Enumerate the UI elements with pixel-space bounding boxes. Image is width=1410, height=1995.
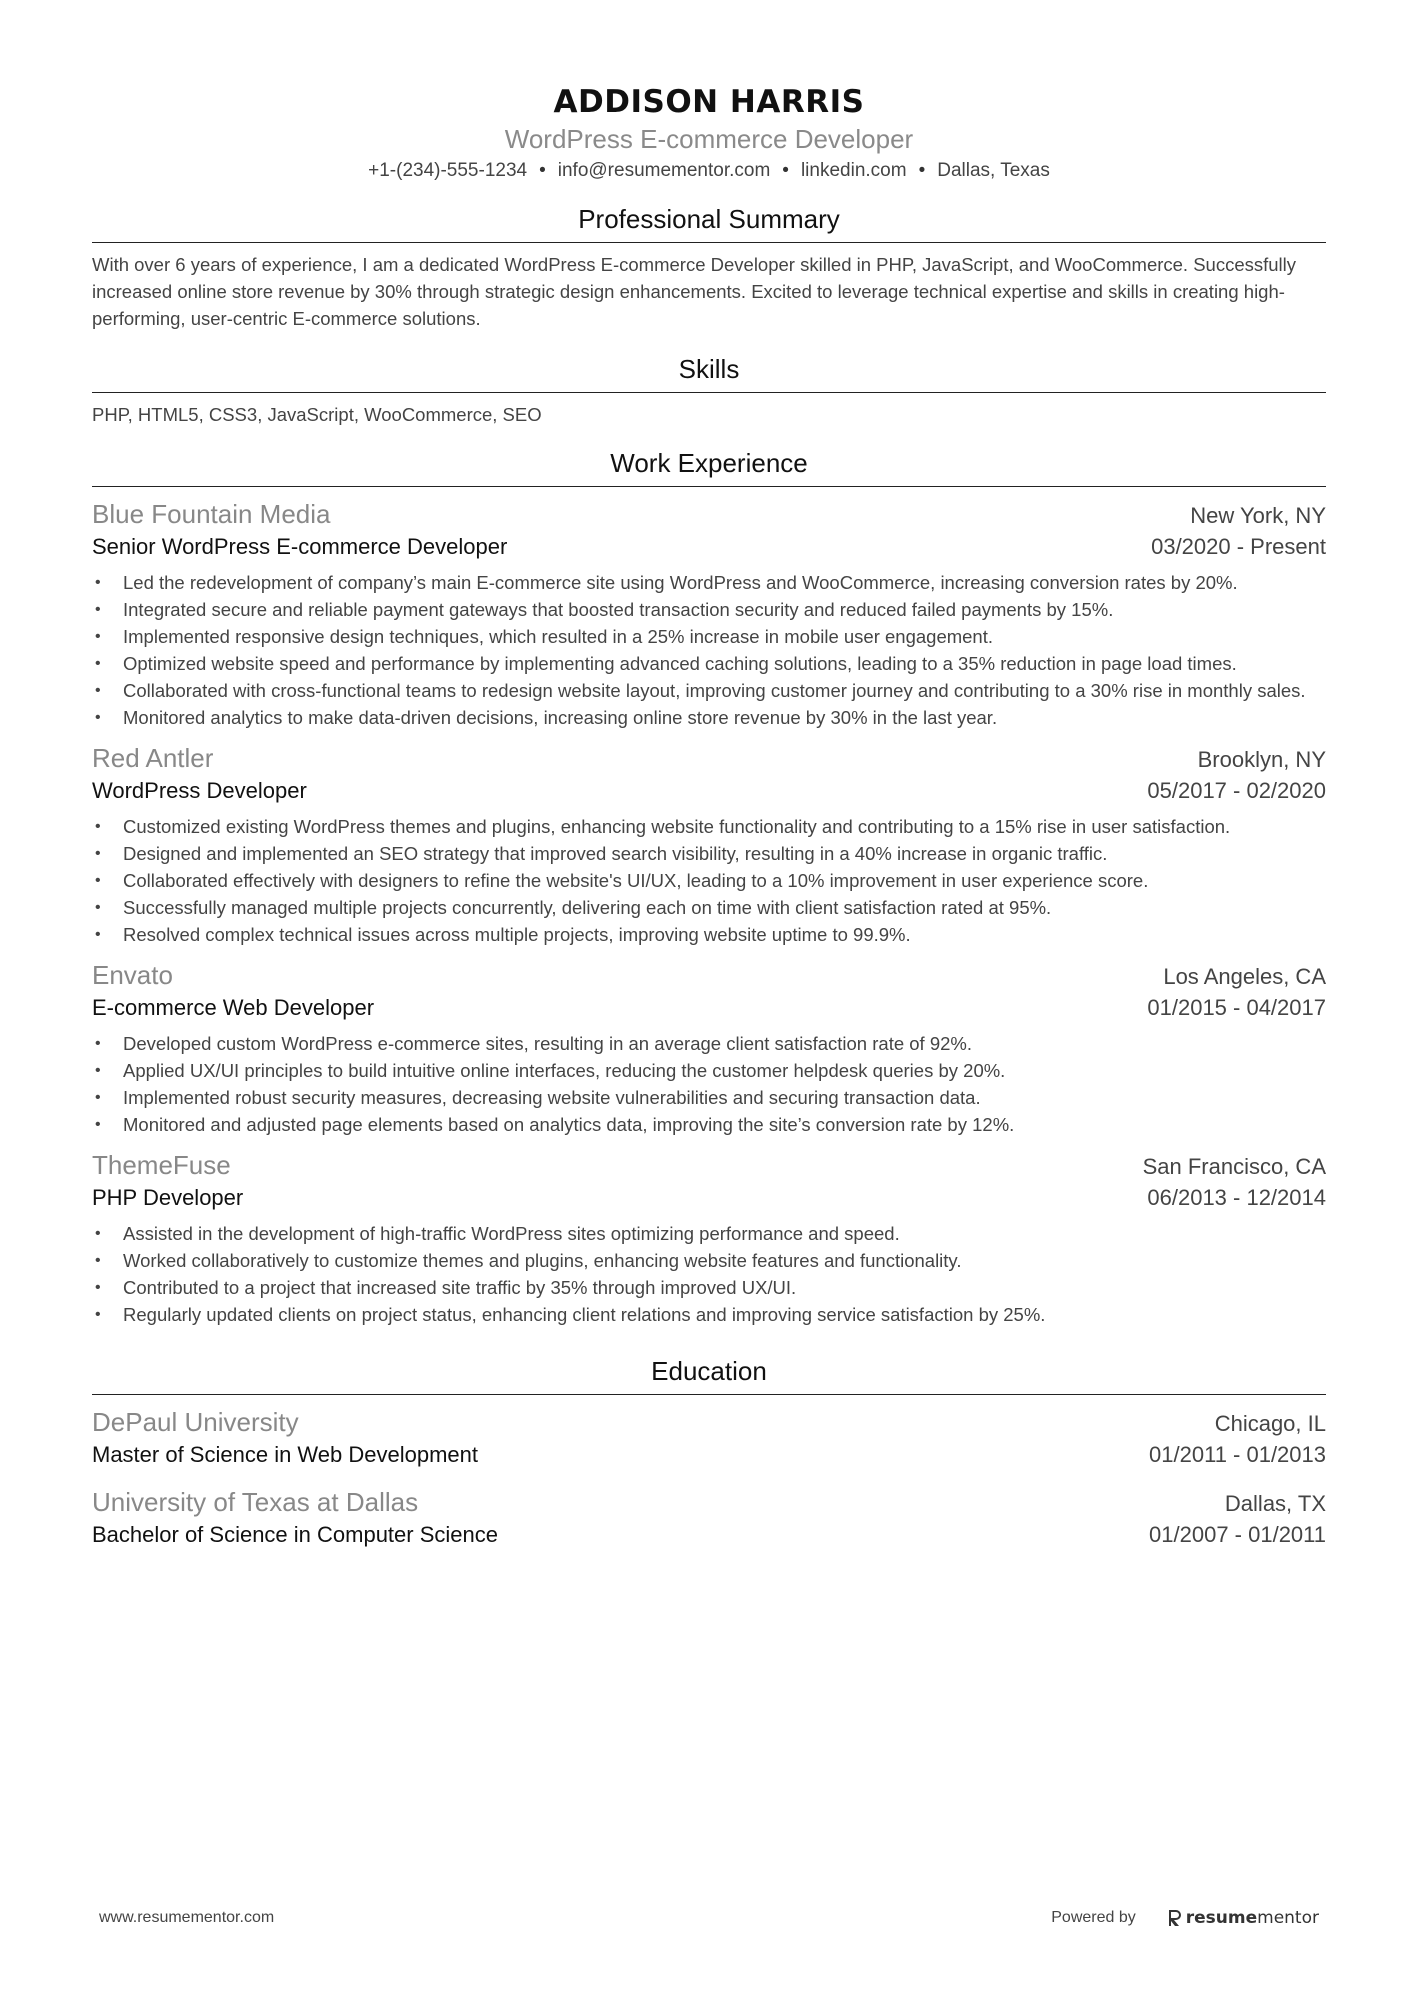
degree-name: Master of Science in Web Development	[92, 1442, 478, 1467]
job-bullets	[92, 813, 1326, 948]
bullet-item: • Resolved complex technical issues across multiple projects, improving website uptime to 99.9%.	[92, 921, 1326, 948]
bullet-item: • Optimized website speed and performance by implementing advanced caching solutions, leading to a 35% reduction in page load times.	[92, 650, 1326, 677]
summary-section	[92, 202, 1326, 332]
education-heading: Education	[92, 1354, 1326, 1395]
skills-heading: Skills	[92, 352, 1326, 393]
footer-website[interactable]: www.resumementor.com	[99, 1909, 275, 1926]
bullet-item: • Successfully managed multiple projects concurrently, delivering each on time with client satisfaction rated at 95%.	[92, 894, 1326, 921]
bullet-item: • Led the redevelopment of company’s main E-commerce site using WordPress and WooCommerce, increasing conversion rates by 20%.	[92, 569, 1326, 596]
bullet-item: • Collaborated with cross-functional teams to redesign website layout, improving customer journey and contributing to a 30% rise in monthly sales.	[92, 677, 1326, 704]
job-bullets	[92, 1030, 1326, 1138]
job-dates: 06/2013 - 12/2014	[1147, 1185, 1326, 1210]
job-role: Senior WordPress E-commerce Developer	[92, 534, 508, 559]
bullet-item: • Worked collaboratively to customize themes and plugins, enhancing website features and functionality.	[92, 1247, 1326, 1274]
bullet-item: • Assisted in the development of high-traffic WordPress sites optimizing performance and speed.	[92, 1220, 1326, 1247]
job-location: New York, NY	[1190, 503, 1326, 528]
brand-rest: mentor	[1257, 1908, 1319, 1928]
resumementor-logo-icon	[1166, 1908, 1182, 1928]
school-location: Dallas, TX	[1224, 1491, 1326, 1516]
bullet-item: • Applied UX/UI principles to build intuitive online interfaces, reducing the customer helpdesk queries by 20%.	[92, 1057, 1326, 1084]
experience-section	[92, 446, 1326, 1328]
candidate-name: ADDISON HARRIS	[553, 84, 865, 120]
job-entry	[92, 497, 1326, 731]
job-company: Envato	[92, 960, 173, 990]
bullet-item: • Implemented responsive design techniques, which resulted in a 25% increase in mobile user engagement.	[92, 623, 1326, 650]
resume-header	[92, 82, 1326, 184]
contact-location: Dallas, Texas	[937, 160, 1050, 181]
education-dates: 01/2007 - 01/2011	[1149, 1522, 1326, 1547]
resumementor-logo[interactable]	[1166, 1908, 1319, 1928]
contact-phone: +1-(234)-555-1234	[368, 160, 528, 181]
skills-text: PHP, HTML5, CSS3, JavaScript, WooCommerce, SEO	[92, 404, 542, 425]
separator-dot: •	[539, 160, 546, 181]
job-dates: 01/2015 - 04/2017	[1147, 995, 1326, 1020]
job-role: WordPress Developer	[92, 778, 307, 803]
job-location: Brooklyn, NY	[1197, 747, 1326, 772]
separator-dot: •	[918, 160, 926, 181]
bullet-item: • Integrated secure and reliable payment gateways that boosted transaction security and reduced failed payments by 15%.	[92, 596, 1326, 623]
bullet-item: • Monitored and adjusted page elements based on analytics data, improving the site’s conversion rate by 12%.	[92, 1111, 1326, 1138]
separator-dot: •	[782, 160, 789, 181]
candidate-title: WordPress E-commerce Developer	[504, 124, 914, 154]
degree-name: Bachelor of Science in Computer Science	[92, 1522, 498, 1547]
job-entry	[92, 958, 1326, 1138]
resume-page	[92, 82, 1326, 1551]
bullet-item: • Implemented robust security measures, decreasing website vulnerabilities and securing transaction data.	[92, 1084, 1326, 1111]
school-name: DePaul University	[92, 1407, 299, 1437]
job-location: Los Angeles, CA	[1163, 964, 1326, 989]
job-bullets	[92, 569, 1326, 731]
powered-by	[1051, 1908, 1319, 1928]
job-dates: 03/2020 - Present	[1151, 534, 1326, 559]
contact-line	[92, 158, 1326, 184]
summary-heading: Professional Summary	[92, 202, 1326, 243]
job-company: ThemeFuse	[92, 1150, 231, 1180]
brand-bold: resume	[1185, 1908, 1258, 1928]
job-company: Red Antler	[92, 743, 214, 773]
education-section	[92, 1354, 1326, 1551]
job-role: PHP Developer	[92, 1185, 244, 1210]
powered-by-label: Powered by	[1051, 1909, 1136, 1926]
school-location: Chicago, IL	[1214, 1411, 1326, 1436]
skills-section	[92, 352, 1326, 428]
page-footer	[99, 1908, 1319, 1928]
job-entry	[92, 1148, 1326, 1328]
bullet-item: • Customized existing WordPress themes and plugins, enhancing website functionality and contributing to a 15% rise in user satisfaction.	[92, 813, 1326, 840]
bullet-item: • Monitored analytics to make data-driven decisions, increasing online store revenue by 30% in the last year.	[92, 704, 1326, 731]
summary-text: With over 6 years of experience, I am a dedicated WordPress E-commerce Developer skilled in PHP, JavaScript, and WooCommerce. Successfully increased online store revenue by 30% through strategic design enhancements. Excited to leverage technical expertise and skills in creating high-performing, user-centric E-commerce solutions.	[92, 254, 1297, 329]
job-company: Blue Fountain Media	[92, 499, 331, 529]
contact-email[interactable]: info@resumementor.com	[557, 160, 771, 181]
job-role: E-commerce Web Developer	[92, 995, 375, 1020]
contact-linkedin[interactable]: linkedin.com	[800, 160, 907, 181]
education-entry	[92, 1405, 1326, 1471]
education-dates: 01/2011 - 01/2013	[1149, 1442, 1326, 1467]
bullet-item: • Collaborated effectively with designers to refine the website's UI/UX, leading to a 10% improvement in user experience score.	[92, 867, 1326, 894]
education-entry	[92, 1485, 1326, 1551]
experience-heading: Work Experience	[92, 446, 1326, 487]
bullet-item: • Designed and implemented an SEO strategy that improved search visibility, resulting in a 40% increase in organic traffic.	[92, 840, 1326, 867]
school-name: University of Texas at Dallas	[92, 1487, 419, 1517]
bullet-item: • Developed custom WordPress e-commerce sites, resulting in an average client satisfaction rate of 92%.	[92, 1030, 1326, 1057]
bullet-item: • Regularly updated clients on project status, enhancing client relations and improving service satisfaction by 25%.	[92, 1301, 1326, 1328]
job-dates: 05/2017 - 02/2020	[1147, 778, 1326, 803]
job-location: San Francisco, CA	[1142, 1154, 1326, 1179]
bullet-item: • Contributed to a project that increased site traffic by 35% through improved UX/UI.	[92, 1274, 1326, 1301]
job-entry	[92, 741, 1326, 948]
job-bullets	[92, 1220, 1326, 1328]
